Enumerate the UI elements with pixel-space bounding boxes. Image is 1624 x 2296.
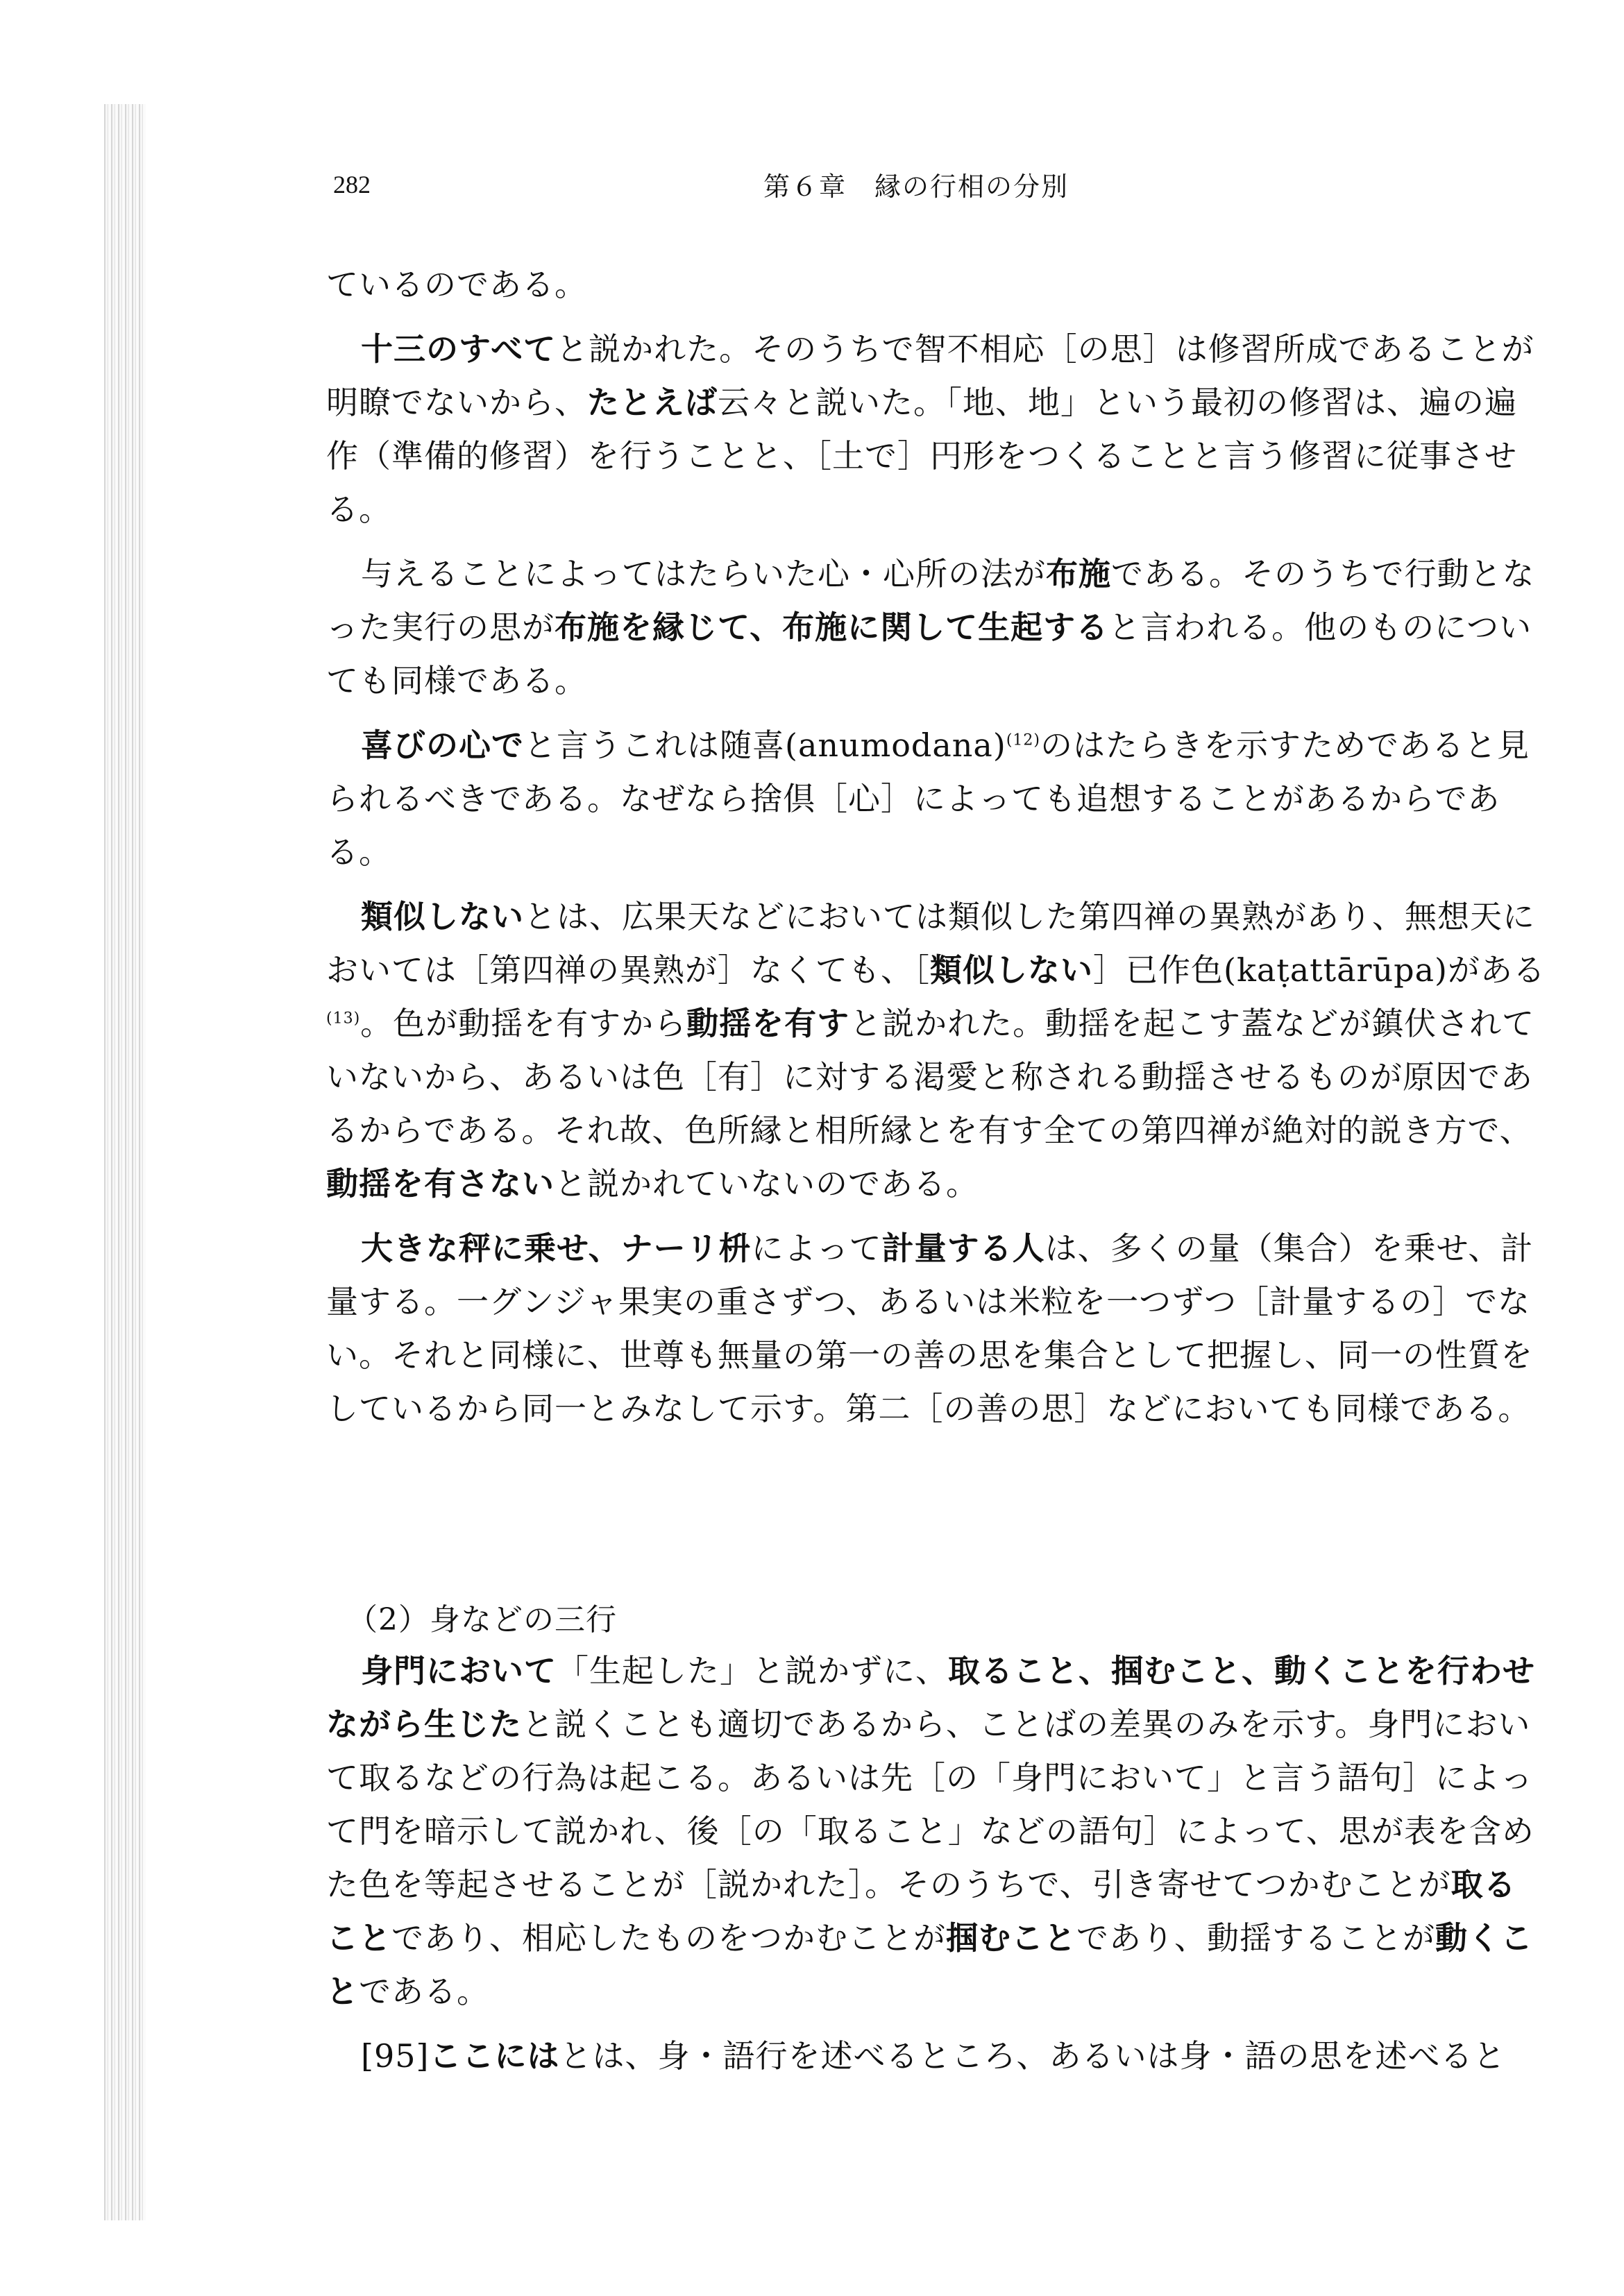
scan-binding-edge [104,104,146,2220]
paragraph [326,2030,1548,2083]
text-run: である。 [359,1973,489,2010]
text-run: 与えることによってはたらいた心・心所の法が [361,555,1046,593]
body-text-lower [326,1644,1548,2094]
bold-term: 取ること、掴むこと、動くことを行わせながら生じた [326,1652,1535,1743]
text-run: とは、身・語行を述べるところ、あるいは身・語の思を述べると [559,2037,1506,2075]
page-number: 282 [333,171,371,198]
text-run: と説かれた。動揺を起こす蓋などが鎮伏されていないから、あるいは色［有］に対する渇愛と称される動揺させるものが原因であるからである。それ故、色所縁と相所縁とを有す全ての第四禅が絶対的説き方で、 [326,1005,1535,1149]
text-run: と言われる。他のものについても同様である。 [326,609,1532,699]
bold-term: 布施 [1046,555,1111,593]
text-run: である。そのうちで行動となった実行の思が [326,555,1535,646]
paragraph [326,1644,1548,2018]
text-run: は、多くの量（集合）を乗せ、計量する。一グンジャ果実の重さずつ、あるいは米粒を一つずつ［計量するの］でない。それと同様に、世尊も無量の第一の善の思を集合として把握し、同一の性質をしているから同一とみなして示す。第二［の善の思］などにおいても同様である。 [326,1230,1534,1427]
paragraph [326,323,1548,536]
text-run: と説くことも適切であるから、ことばの差異のみを示す。身門において取るなどの行為は起こる。あるいは先［の「身門において」と言う語句］によって門を暗示して説かれ、後［の「取ること」などの語句］によって、思が表を含めた色を等起させることが［説かれた］。そのうちで、引き寄せてつかむことが [326,1706,1534,1903]
bold-term: 類似しない [361,898,524,935]
text-run: であり、相応したものをつかむことが [391,1919,946,1957]
footnote-ref: (13) [326,1010,361,1028]
section-heading: （2）身などの三行 [347,1602,617,1638]
body-text-upper [326,258,1548,1447]
text-run: ているのである。 [326,266,587,303]
paragraph [326,719,1548,879]
bold-term: 身門において [361,1652,557,1690]
text-run: のはたらきを示すためであると見られるべきである。なぜなら捨倶［心］によっても追想することがあるからである。 [326,726,1530,871]
text-run: ］已作色(kaṭattārūpa)がある [1093,951,1546,989]
bold-term: 取ること [326,1866,1516,1957]
paragraph [326,890,1548,1211]
text-run: と言うこれは随喜(anumodana) [524,726,1006,764]
paragraph [326,547,1548,708]
text-run: 云々と説いた。「地、地」という最初の修習は、遍の遍作（準備的修習）を行うことと、［土で］円形をつくることと言う修習に従事させる。 [326,384,1517,528]
text-run: 「生起した」と説かずに、 [557,1652,948,1690]
bold-term: 類似しない [930,951,1093,989]
running-head: 第６章 縁の行相の分別 [763,171,1069,202]
text-run: であり、動揺することが [1076,1919,1435,1957]
bold-term: 大きな秤に乗せ、ナーリ枡 [361,1230,752,1267]
text-run: によって [751,1230,882,1267]
paragraph [326,1222,1548,1436]
bold-term: 動揺を有さない [326,1165,555,1202]
bold-term: 動揺を有す [686,1005,850,1042]
bold-term: 喜びの心で [361,726,524,764]
bold-term: 計量する人 [881,1230,1045,1267]
text-run: と説かれた。そのうちで智不相応［の思］は修習所成であることが明瞭でないから、 [326,330,1534,421]
paragraph [326,258,1548,312]
text-run: 。色が動揺を有すから [360,1005,687,1042]
bold-term: 十三のすべて [361,330,557,368]
bold-term: 布施を縁じて、布施に関して生起する [555,609,1109,646]
text-run: とは、広果天などにおいては類似した第四禅の異熟があり、無想天においては［第四禅の異熟が］なくても、［ [326,898,1535,989]
bold-term: ここには [429,2037,560,2075]
bold-term: たとえば [587,384,718,421]
bold-term: 動くこと [326,1919,1533,2010]
text-run: と説かれていないのである。 [555,1165,979,1202]
text-run: [95] [361,2037,430,2075]
footnote-ref: (12) [1006,731,1040,749]
bold-term: 掴むこと [946,1919,1076,1957]
